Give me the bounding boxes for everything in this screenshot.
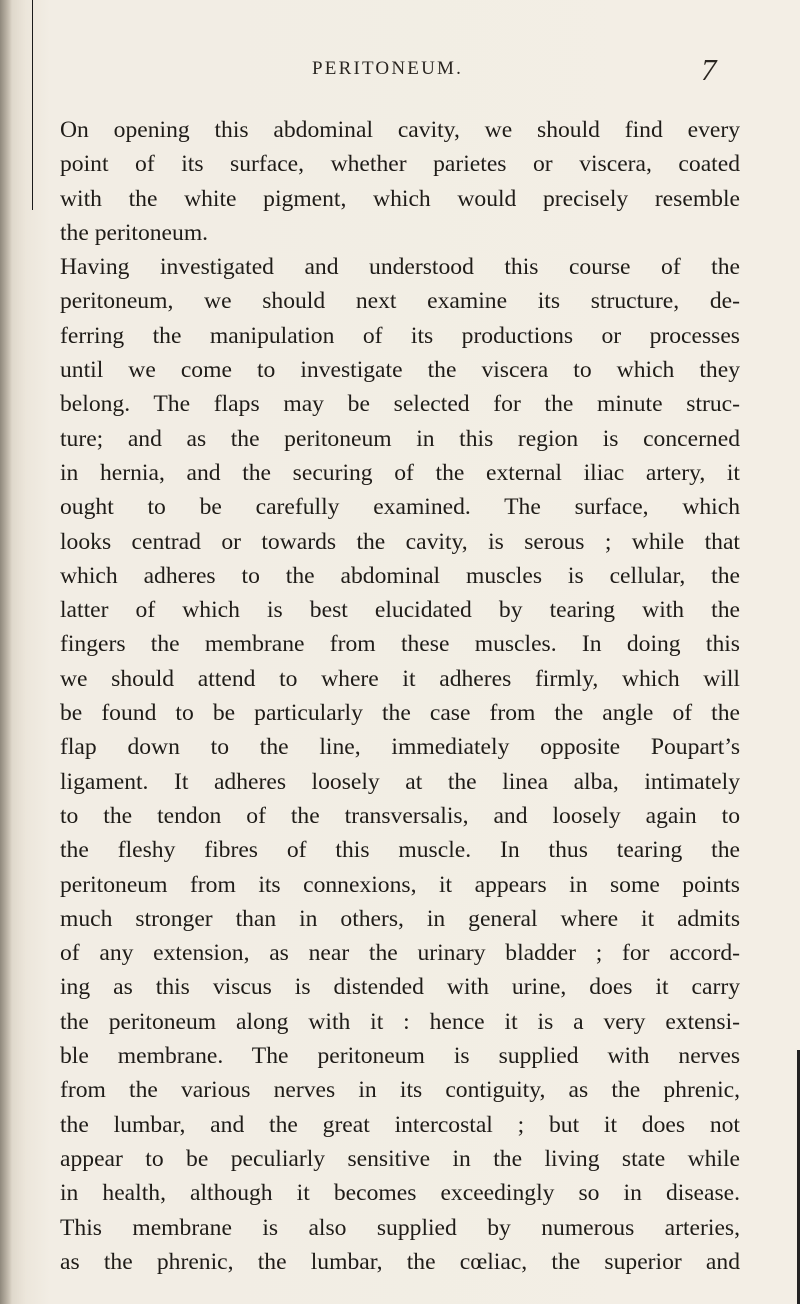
text-line: the lumbar, and the great intercostal ; but it does not	[60, 1111, 740, 1138]
text-line: On opening this abdominal cavity, we should find every	[60, 117, 740, 143]
text-line: This membrane is also supplied by numerous arteries,	[60, 1214, 740, 1241]
text-line: which adheres to the abdominal muscles is cellular, the	[60, 562, 740, 589]
text-line: in health, although it becomes exceedingly so in disease.	[60, 1180, 740, 1207]
text-line: point of its surface, whether parietes or viscera, coated	[60, 151, 740, 178]
text-line: ture; and as the peritoneum in this region is concerned	[60, 425, 740, 452]
text-line: peritoneum from its connexions, it appears in some points	[60, 871, 740, 898]
page-header	[0, 52, 800, 92]
text-line: be found to be particularly the case from the angle of the	[60, 700, 740, 727]
text-line: we should attend to where it adheres firmly, which will	[60, 665, 740, 692]
text-line: Having investigated and understood this course of the	[60, 254, 740, 281]
page-number: 7	[701, 52, 717, 87]
text-line: of any extension, as near the urinary bladder ; for accord-	[60, 940, 740, 967]
text-line: flap down to the line, immediately opposite Poupart’s	[60, 734, 740, 761]
text-line: ought to be carefully examined. The surface, which	[60, 494, 740, 521]
text-line: peritoneum, we should next examine its structure, de-	[60, 288, 740, 315]
page-binding-shadow	[0, 0, 12, 1304]
text-line: the peritoneum.	[60, 219, 209, 246]
text-line: ligament. It adheres loosely at the linea alba, intimately	[60, 768, 740, 795]
text-line: much stronger than in others, in general where it admits	[60, 905, 740, 932]
text-line: to the tendon of the transversalis, and loosely again to	[60, 802, 740, 829]
text-line: ble membrane. The peritoneum is supplied with nerves	[60, 1043, 740, 1070]
body-text	[60, 113, 740, 1279]
text-line: until we come to investigate the viscera to which they	[60, 357, 740, 384]
binding-line	[32, 0, 33, 210]
text-line: in hernia, and the securing of the external iliac artery, it	[60, 459, 740, 486]
text-line: with the white pigment, which would precisely resemble	[60, 185, 740, 212]
text-line: ferring the manipulation of its productions or processes	[60, 322, 740, 349]
text-line: the peritoneum along with it : hence it is a very extensi-	[60, 1008, 740, 1035]
text-line: looks centrad or towards the cavity, is serous ; while that	[60, 528, 740, 555]
text-line: as the phrenic, the lumbar, the cœliac, the superior and	[60, 1248, 740, 1275]
text-line: belong. The flaps may be selected for the minute struc-	[60, 391, 740, 418]
text-line: appear to be peculiarly sensitive in the living state while	[60, 1145, 740, 1172]
text-line: ing as this viscus is distended with urine, does it carry	[60, 974, 740, 1001]
running-title: PERITONEUM.	[312, 58, 464, 79]
text-line: from the various nerves in its contiguity, as the phrenic,	[60, 1077, 740, 1104]
text-line: the fleshy fibres of this muscle. In thus tearing the	[60, 837, 740, 864]
text-line: fingers the membrane from these muscles. In doing this	[60, 631, 740, 658]
text-line: latter of which is best elucidated by tearing with the	[60, 597, 740, 624]
